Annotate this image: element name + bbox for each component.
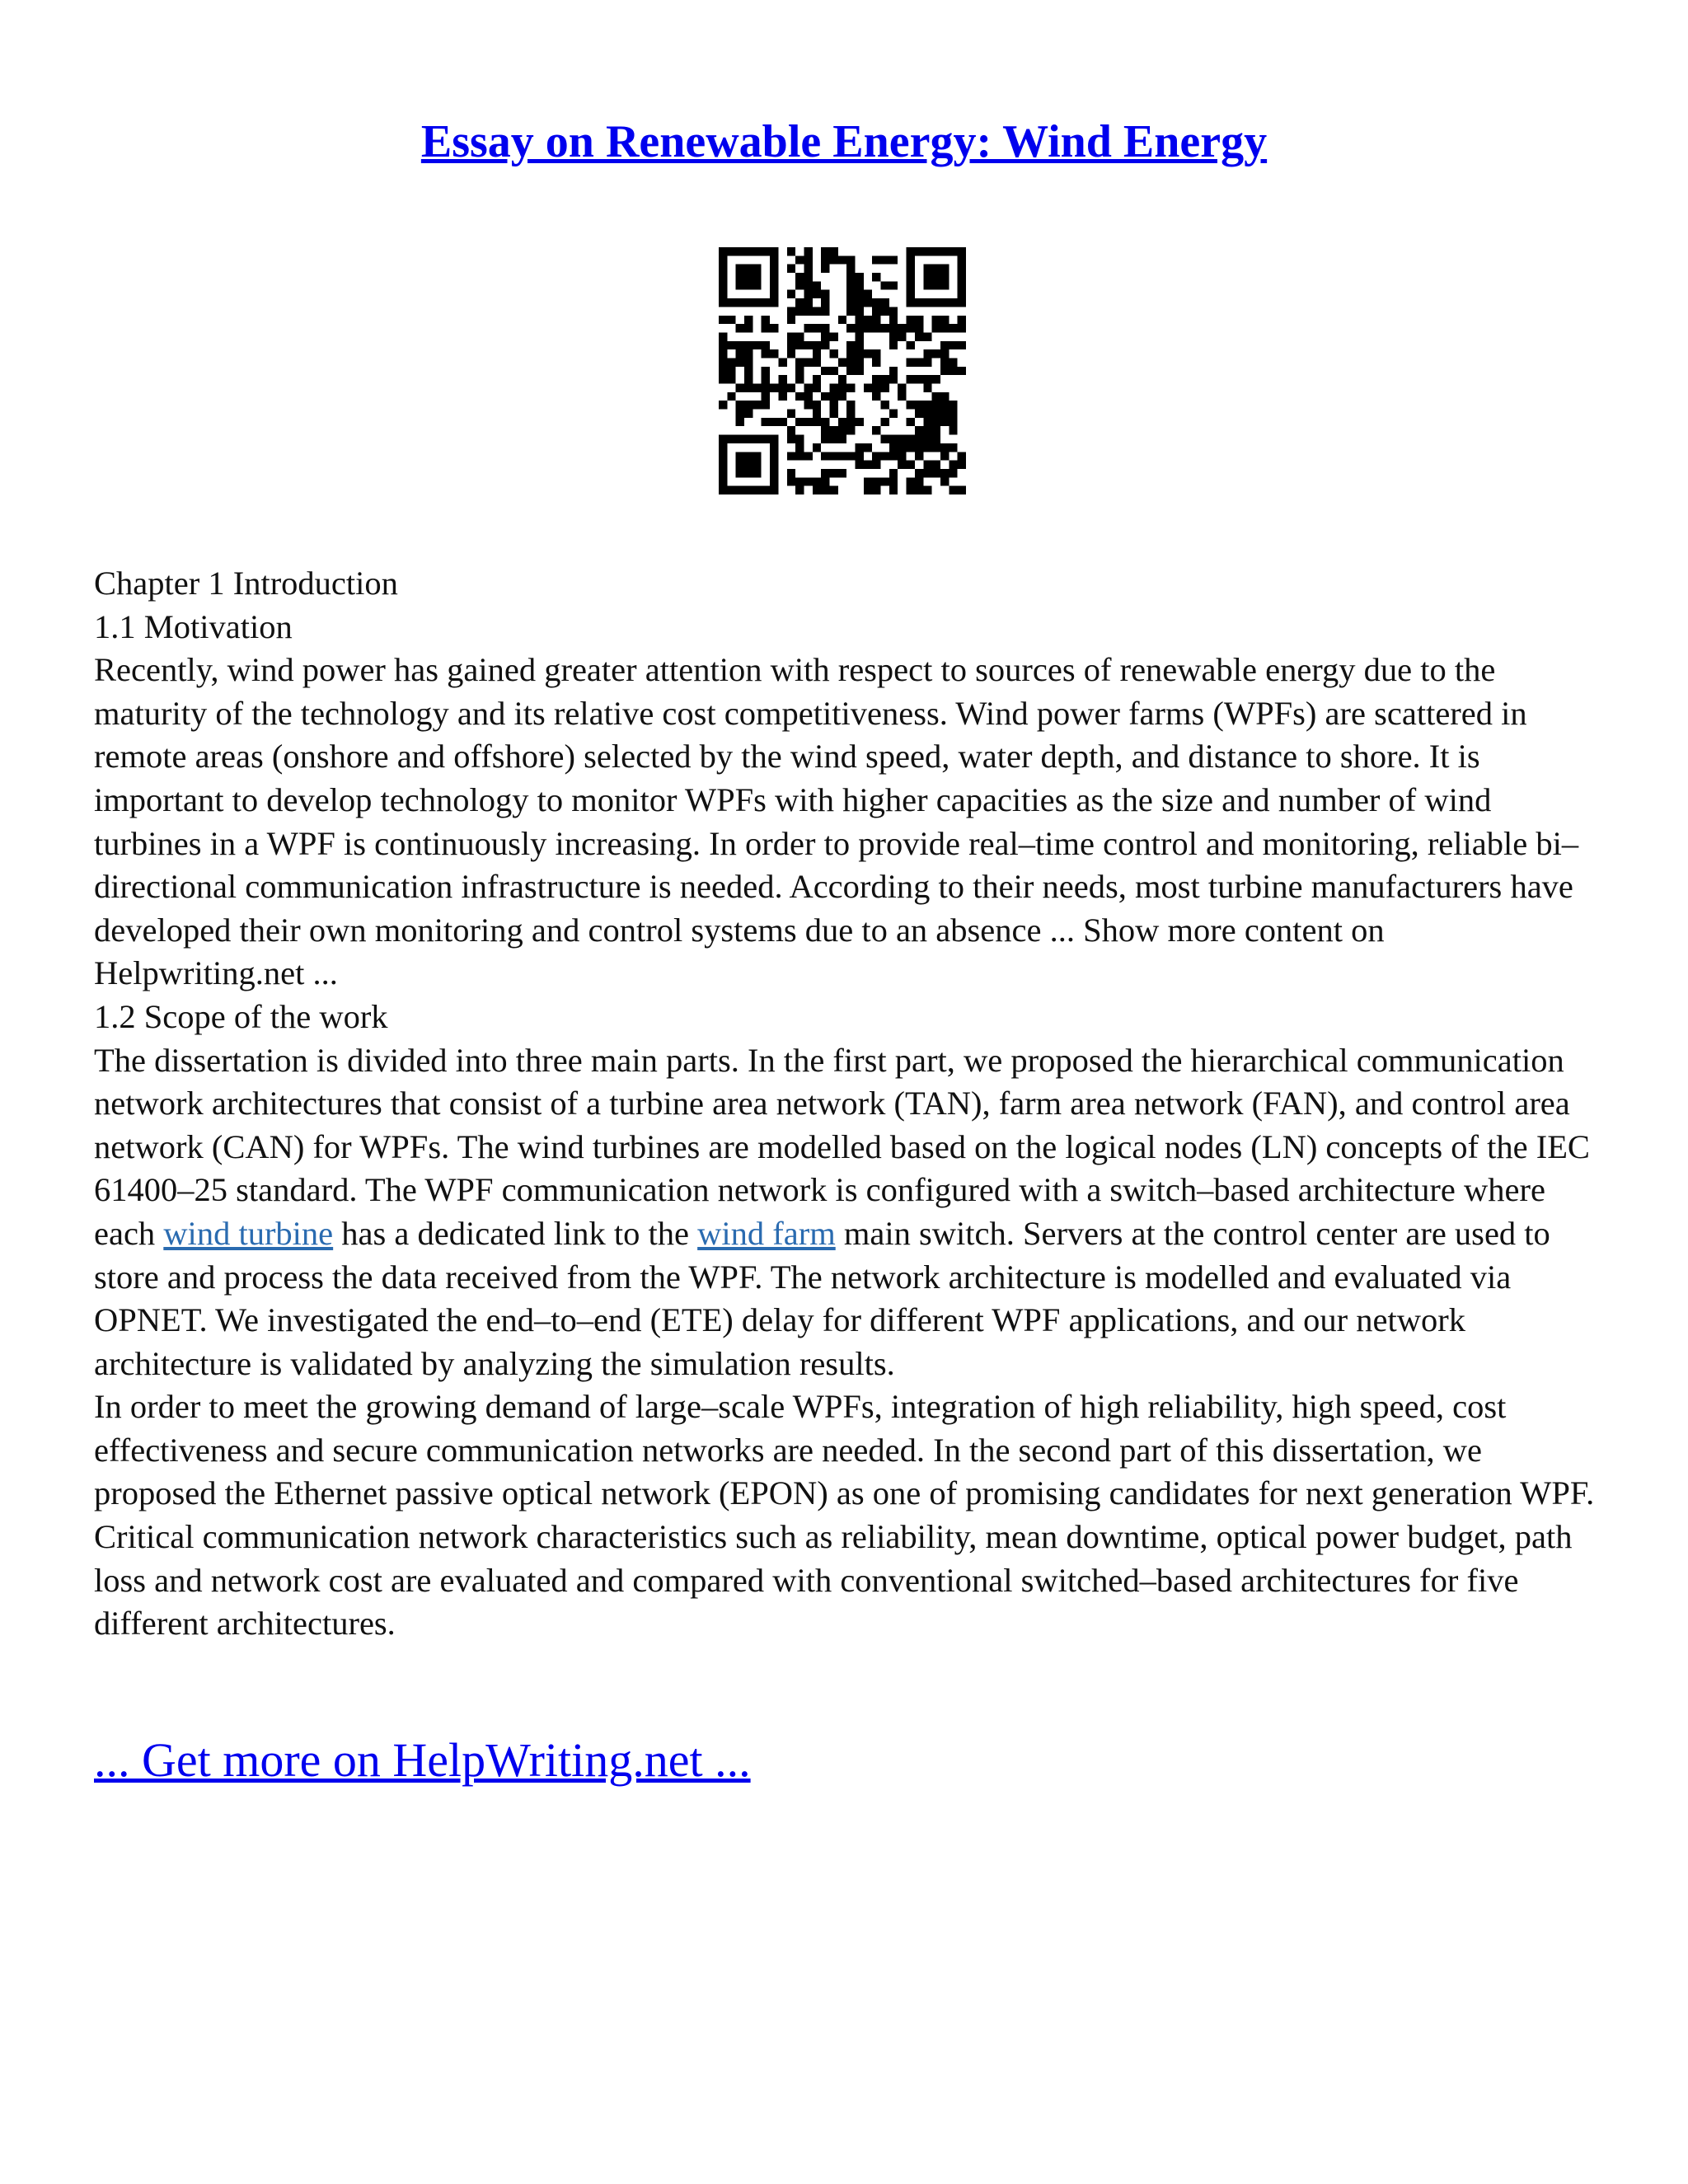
get-more-link[interactable]: ... Get more on HelpWriting.net ... [94,1733,751,1787]
paragraph-motivation: Recently, wind power has gained greater attention with respect to sources of renewable energy due to the maturity of the technology and its relative cost competitiveness. Wind power farms (WPFs) are scattered in remote areas (onshore and offshore) selected by the wind speed, water depth, and distance to shore. It is important to develop technology to monitor WPFs with higher capacities as the size and number of wind turbines in a WPF is continuously increasing. In order to provide real–time control and monitoring, reliable bi–directional communication infrastructure is needed. According to their needs, most turbine manufacturers have developed their own monitoring and control systems due to an absence ... Show more content on Helpwriting.net ... [94,651,1579,992]
paragraph-scope [94,1039,1602,1386]
section-heading-motivation: 1.1 Motivation [94,607,293,645]
paragraph-scope-text-a: The dissertation is divided into three main parts. In the first part, we proposed the hierarchical communication network architectures that consist of a turbine area network (TAN), farm area network (FAN), and control area network (CAN) for WPFs. The wind turbines are modelled based on the logical nodes (LN) concepts of the IEC 61400–25 standard. The WPF communication network is configured with a switch–based architecture where each [94,1041,1590,1252]
essay-body [94,562,1602,1646]
paragraph-scope-text-c: main switch. Servers at the control center are used to store and process the data received from the WPF. The network architecture is modelled and evaluated via OPNET. We investigated the end–to–end (ETE) delay for different WPF applications, and our network architecture is validated by analyzing the simulation results. [94,1214,1550,1382]
chapter-heading: Chapter 1 Introduction [94,565,398,602]
paragraph-epon: In order to meet the growing demand of large–scale WPFs, integration of high reliability, high speed, cost effectiveness and secure communication networks are needed. In the second part of this dissertation, we proposed the Ethernet passive optical network (EPON) as one of promising candidates for next generation WPF. Critical communication network characteristics such as reliability, mean downtime, optical power budget, path loss and network cost are evaluated and compared with conventional switched–based architectures for five different architectures. [94,1388,1595,1643]
section-heading-scope: 1.2 Scope of the work [94,997,388,1035]
wind-turbine-link[interactable]: wind turbine [163,1214,334,1252]
qr-code-icon [719,247,966,494]
paragraph-scope-text-b: has a dedicated link to the [333,1214,698,1252]
wind-farm-link[interactable]: wind farm [697,1214,836,1252]
page-title[interactable]: Essay on Renewable Energy: Wind Energy [420,116,1268,167]
